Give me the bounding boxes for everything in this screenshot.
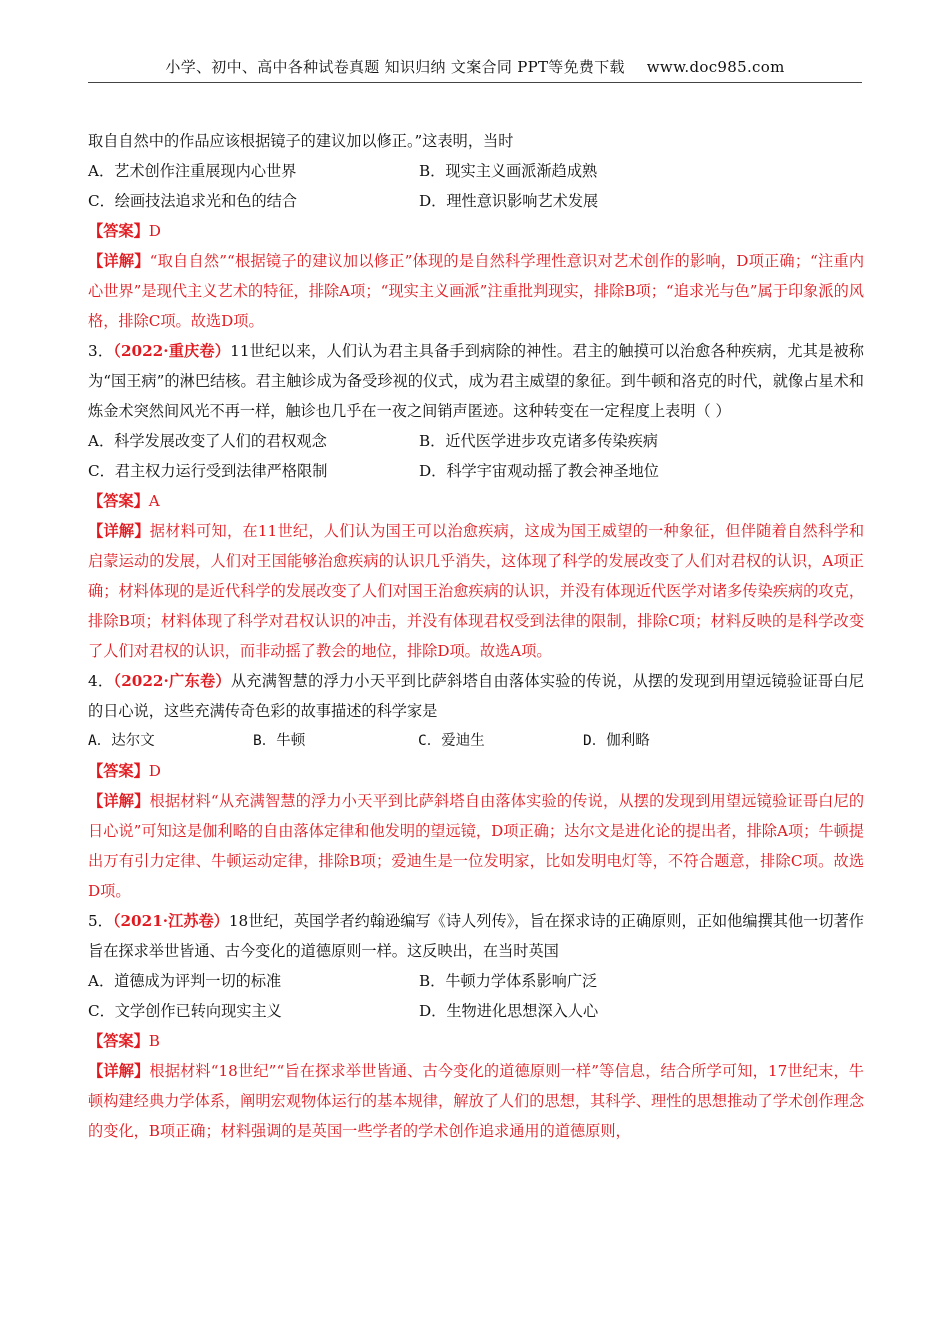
option-a: A．道德成为评判一切的标准 [88, 972, 282, 990]
option-d: D．科学宇宙观动摇了教会神圣地位 [419, 462, 659, 480]
answer [88, 486, 864, 516]
explanation-text: “取自自然”“根据镜子的建议加以修正”体现的是自然科学理性意识对艺术创作的影响，D项正确；“注重内心世界”是现代主义艺术的特征，排除A项；“现实主义画派”注重批判现实，排除B项；“追求光与色”属于印象派的风格，排除C项。故选D项。 [88, 252, 865, 330]
option-a: A．科学发展改变了人们的君权观念 [88, 432, 327, 450]
answer [88, 756, 864, 786]
explanation-label: 【详解】 [88, 792, 150, 810]
option-b: B．近代医学进步攻克诸多传染疾病 [419, 432, 658, 450]
question-number: 4． [88, 672, 114, 690]
question-text: 11世纪以来，人们认为君主具备手到病除的神性。君主的触摸可以治愈各种疾病，尤其是被称为“国王病”的淋巴结核。君主触诊成为备受珍视的仪式，成为君主威望的象征。到牛顿和洛克的时代，就像占星术和炼金术突然间风光不再一样，触诊也几乎在一夜之间销声匿迹。这种转变在一定程度上表明（ ） [88, 342, 864, 420]
question-text: 18世纪，英国学者约翰逊编写《诗人列传》，旨在探求诗的正确原则，正如他编撰其他一切著作旨在探求举世皆通、古今变化的道德原则一样。这反映出，在当时英国 [88, 912, 864, 960]
question-stem [88, 336, 864, 426]
options-row [88, 966, 864, 996]
answer-value: B [148, 1032, 160, 1050]
options-row [88, 156, 864, 186]
option-b: B．牛顿力学体系影响广泛 [419, 972, 598, 990]
options-row [88, 426, 864, 456]
answer [88, 216, 864, 246]
option-d: D．伽利略 [583, 733, 650, 749]
answer-value: A [148, 492, 160, 510]
question-2 [88, 126, 864, 336]
question-stem [88, 666, 864, 726]
answer [88, 1026, 864, 1056]
option-a: A．艺术创作注重展现内心世界 [88, 162, 297, 180]
question-number: 5． [88, 912, 113, 930]
page-header [0, 56, 950, 77]
question-4 [88, 666, 864, 906]
document-body [88, 126, 864, 1146]
question-source: （2021·江苏卷） [112, 912, 229, 930]
option-b: B．现实主义画派渐趋成熟 [419, 162, 598, 180]
header-site-link[interactable]: www.doc985.com [646, 58, 785, 76]
options-row [88, 996, 864, 1026]
options-row [88, 456, 864, 486]
option-b: B．牛顿 [253, 733, 306, 749]
question-source: （2022·广东卷） [113, 672, 231, 690]
answer-label: 【答案】 [88, 222, 149, 240]
answer-label: 【答案】 [88, 762, 149, 780]
explanation [88, 246, 864, 336]
option-a: A．达尔文 [88, 733, 155, 749]
option-c: C．文学创作已转向现实主义 [88, 1002, 282, 1020]
explanation-label: 【详解】 [88, 522, 150, 540]
explanation [88, 786, 864, 906]
explanation-text: 根据材料“从充满智慧的浮力小天平到比萨斜塔自由落体实验的传说，从摆的发现到用望远镜验证哥白尼的日心说”可知这是伽利略的自由落体定律和他发明的望远镜，D项正确；达尔文是进化论的提出者，排除A项；牛顿提出万有引力定律、牛顿运动定律，排除B项；爱迪生是一位发明家，比如发明电灯等，不符合题意，排除C项。故选D项。 [88, 792, 865, 900]
question-text: 从充满智慧的浮力小天平到比萨斜塔自由落体实验的传说，从摆的发现到用望远镜验证哥白尼的日心说，这些充满传奇色彩的故事描述的科学家是 [88, 672, 864, 720]
explanation-label: 【详解】 [88, 252, 150, 270]
option-c: C．绘画技法追求光和色的结合 [88, 192, 298, 210]
explanation-label: 【详解】 [88, 1062, 150, 1080]
explanation-text: 根据材料“18世纪”“旨在探求举世皆通、古今变化的道德原则一样”等信息，结合所学可知，17世纪末，牛顿构建经典力学体系，阐明宏观物体运行的基本规律，解放了人们的思想，其科学、理性的思想推动了学术创作理念的变化，B项正确；材料强调的是英国一些学者的学术创作追求通用的道德原则， [88, 1062, 864, 1140]
question-stem [88, 906, 864, 966]
option-d: D．理性意识影响艺术发展 [419, 192, 599, 210]
answer-value: D [148, 222, 161, 240]
answer-label: 【答案】 [88, 1032, 149, 1050]
question-source: （2022·重庆卷） [113, 342, 231, 360]
explanation [88, 516, 864, 666]
explanation-text: 据材料可知，在11世纪，人们认为国王可以治愈疾病，这成为国王威望的一种象征，但伴随着自然科学和启蒙运动的发展，人们对王国能够治愈疾病的认识几乎消失，这体现了科学的发展改变了人们对君权的认识，A项正确；材料体现的是近代科学的发展改变了人们对国王治愈疾病的认识，并没有体现近代医学对诸多传染疾病的攻克，排除B项；材料体现了科学对君权认识的冲击，并没有体现君权受到法律的限制，排除C项；材料反映的是科学改变了人们对君权的认识，而非动摇了教会的地位，排除D项。故选A项。 [88, 522, 865, 660]
answer-label: 【答案】 [88, 492, 149, 510]
header-text: 小学、初中、高中各种试卷真题 知识归纳 文案合同 PPT等免费下载 [165, 58, 625, 76]
options-row [88, 726, 864, 756]
options-row [88, 186, 864, 216]
header-divider [88, 82, 862, 83]
option-c: C．爱迪生 [418, 733, 485, 749]
question-5 [88, 906, 864, 1146]
option-d: D．生物进化思想深入人心 [419, 1002, 599, 1020]
question-stem: 取自自然中的作品应该根据镜子的建议加以修正。”这表明，当时 [88, 132, 514, 150]
answer-value: D [148, 762, 161, 780]
question-3 [88, 336, 864, 666]
option-c: C．君主权力运行受到法律严格限制 [88, 462, 328, 480]
question-number: 3． [88, 342, 114, 360]
explanation [88, 1056, 864, 1146]
